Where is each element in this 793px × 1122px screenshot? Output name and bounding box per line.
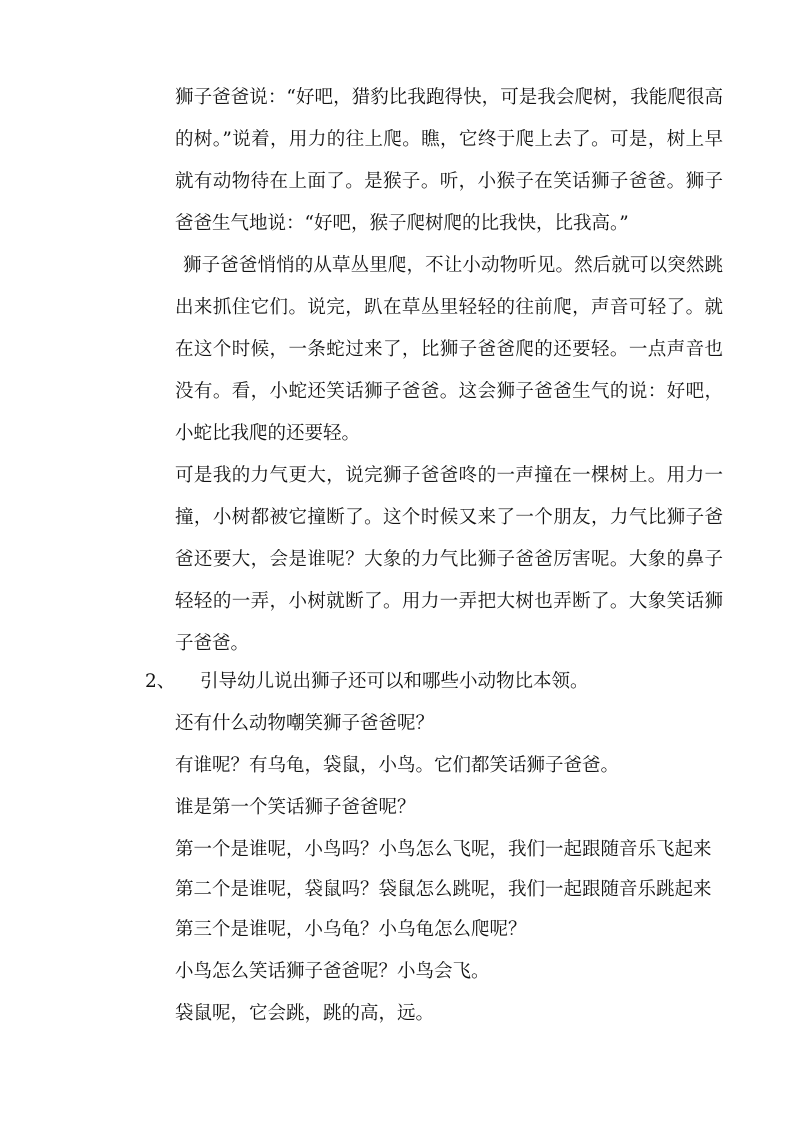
paragraph-2-line-3: 在这个时候，一条蛇过来了，比狮子爸爸爬的还要轻。一点声音也: [175, 339, 723, 360]
text-line-5: 第二个是谁呢，袋鼠吗？袋鼠怎么跳呢，我们一起跟随音乐跳起来: [175, 879, 712, 900]
paragraph-1-line-2: 的树。”说着，用力的往上爬。瞧，它终于爬上去了。可是，树上早: [175, 129, 723, 150]
paragraph-1-line-4: 爸爸生气地说：“好吧，猴子爬树爬的比我快，比我高。”: [175, 213, 629, 234]
paragraph-1-line-1: 狮子爸爸说：“好吧，猎豹比我跑得快，可是我会爬树，我能爬很高: [175, 87, 723, 108]
text-line-7: 小鸟怎么笑话狮子爸爸呢？小鸟会飞。: [175, 961, 490, 982]
paragraph-3-line-4: 轻轻的一弄，小树就断了。用力一弄把大树也弄断了。大象笑话狮: [175, 591, 723, 612]
paragraph-3-line-1: 可是我的力气更大，说完狮子爸爸咚的一声撞在一棵树上。用力一: [175, 465, 723, 486]
text-line-4: 第一个是谁呢，小鸟吗？小鸟怎么飞呢，我们一起跟随音乐飞起来: [175, 839, 712, 860]
paragraph-2-line-4: 没有。看，小蛇还笑话狮子爸爸。这会狮子爸爸生气的说：好吧，: [175, 381, 723, 402]
paragraph-3-line-3: 爸还要大，会是谁呢？大象的力气比狮子爸爸厉害呢。大象的鼻子: [175, 549, 723, 570]
text-line-2: 有谁呢？有乌龟，袋鼠，小鸟。它们都笑话狮子爸爸。: [175, 755, 620, 776]
text-line-6: 第三个是谁呢，小乌龟？小乌龟怎么爬呢？: [175, 919, 527, 940]
list-item-number: 2、: [145, 671, 176, 692]
text-line-3: 谁是第一个笑话狮子爸爸呢？: [175, 797, 416, 818]
list-item-text: 引导幼儿说出狮子还可以和哪些小动物比本领。: [200, 671, 589, 692]
paragraph-2-line-5: 小蛇比我爬的还要轻。: [175, 423, 361, 444]
paragraph-3-line-5: 子爸爸。: [175, 633, 250, 654]
paragraph-1-line-3: 就有动物待在上面了。是猴子。听，小猴子在笑话狮子爸爸。狮子: [175, 171, 723, 192]
paragraph-2-line-2: 出来抓住它们。说完，趴在草丛里轻轻的往前爬，声音可轻了。就: [175, 297, 723, 318]
paragraph-2-line-1: 狮子爸爸悄悄的从草丛里爬，不让小动物听见。然后就可以突然跳: [183, 255, 723, 276]
list-item-2: [145, 670, 693, 694]
text-line-8: 袋鼠呢，它会跳，跳的高，远。: [175, 1003, 435, 1024]
paragraph-3-line-2: 撞，小树都被它撞断了。这个时候又来了一个朋友，力气比狮子爸: [175, 507, 723, 528]
text-line-1: 还有什么动物嘲笑狮子爸爸呢？: [175, 713, 435, 734]
